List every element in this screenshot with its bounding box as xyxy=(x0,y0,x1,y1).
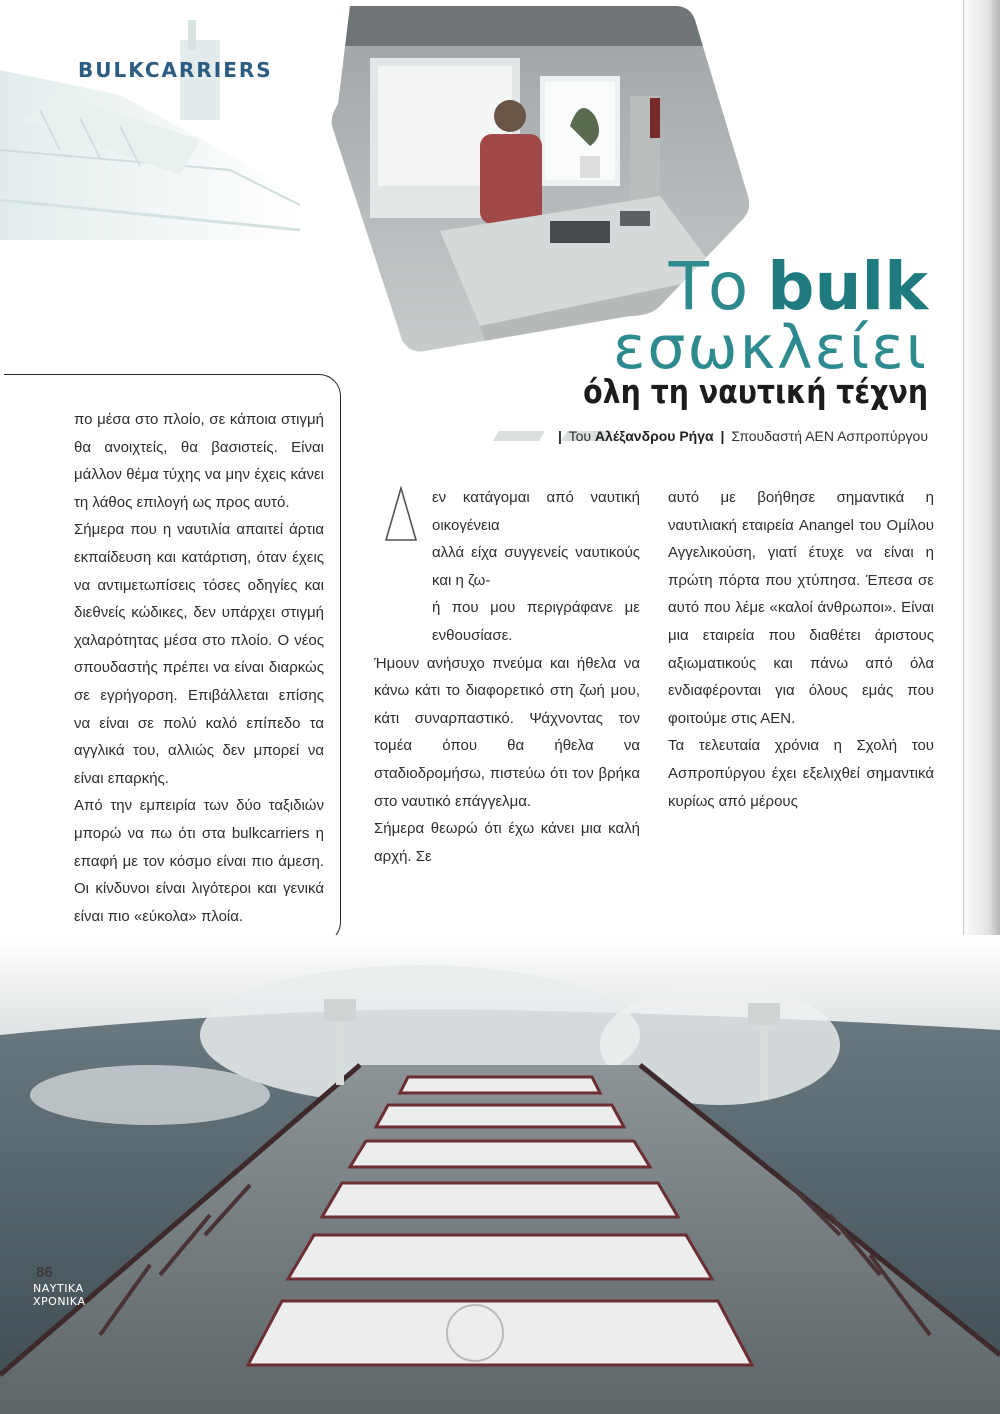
section-label: BULKCARRIERS xyxy=(78,58,273,82)
byline-author: Αλέξανδρου Ρήγα xyxy=(594,428,714,444)
sidebar-paragraph-1: πο μέσα στο πλοίο, σε κάποια στιγμή θα ανοιχτείς, θα βασιστείς. Είναι μάλλον θέμα τύχης να μην έχεις κάνει τη λάθος επιλογή ως προς αυτό. xyxy=(74,411,324,511)
column-2-paragraph-2: Τα τελευταία χρόνια η Σχολή του Ασπροπύργου έχει εξελιχθεί σημαντικά κυρίως από μέρους xyxy=(668,737,934,810)
subtitle: όλη τη ναυτική τέχνη xyxy=(583,372,928,411)
title-line-1 xyxy=(668,248,928,325)
article-column-2 xyxy=(668,484,934,815)
sidebar-paragraph-3: Από την εμπειρία των δύο ταξιδιών μπορώ να πω ότι στα bulkcarriers η επαφή με τον κόσμο είναι πιο άμεση. Οι κίνδυνοι είναι λιγότεροι και γενικά είναι πιο «εύκολα» πλοία. xyxy=(74,797,324,925)
column-1-paragraph-1: Ήμουν ανήσυχο πνεύμα και ήθελα να κάνω κάτι το διαφορετικό στη ζωή μου, κάτι συναρπαστικό. Ψάχνοντας τον τομέα όπου θα ήθελα να σταδιοδρομήσω, πιστεύω ότι τον βρήκα στο ναυτικό επάγγελμα. xyxy=(374,654,640,810)
sidebar-paragraph-2: Σήμερα που η ναυτιλία απαιτεί άρτια εκπαίδευση και κατάρτιση, όταν έχεις να αντιμετωπίσεις τόσες οδηγίες και διεθνείς κώδικες, δεν υπάρχει στιγμή χαλαρότητας μέσα στο πλοίο. Ο νέος σπουδαστής πρέπει να είναι διαρκώς σε εγρήγορση. Επιβάλλεται επίσης να είναι σε πολύ καλό επίπεδο τα αγγλικά του, αλλιώς δεν μπορεί να είναι επαρκής. xyxy=(74,521,324,787)
bulk-carrier-deck-photo xyxy=(0,935,1000,1414)
column-2-paragraph-1: αυτό με βοήθησε σημαντικά η ναυτιλιακή εταιρεία Anangel του Ομίλου Αγγελικούση, γιατί έτυχε να είναι η πρώτη πόρτα που χτύπησα. Έπεσα σε αυτό που λέμε «καλοί άνθρωποι». Είναι μια εταιρεία που διαθέτει άριστους αξιωματικούς και πάνω από όλα ενδιαφέρονται για όλους εμάς που φοιτούμε στις ΑΕΝ. xyxy=(668,489,934,727)
column-1-line-3: ή που μου περιγράφανε με ενθουσίασε. xyxy=(432,599,640,644)
dropcap-delta-icon xyxy=(384,486,418,542)
column-1-line-2: αλλά είχα συγγενείς ναυτικούς και η ζω- xyxy=(432,544,640,589)
title-line-2: εσωκλείει xyxy=(612,313,928,383)
magazine-name xyxy=(33,1282,86,1308)
column-1-line-1: εν κατάγομαι από ναυτική οικογένεια xyxy=(432,489,640,534)
byline-prefix: Του xyxy=(568,428,595,444)
byline: | Του Αλέξανδρου Ρήγα | Σπουδαστή ΑΕΝ Ασπροπύργου xyxy=(558,428,928,444)
magazine-name-line-2: ΧΡΟΝΙΚΑ xyxy=(33,1295,86,1308)
column-1-paragraph-2: Σήμερα θεωρώ ότι έχω κάνει μια καλή αρχή. Σε xyxy=(374,820,640,865)
article-column-1 xyxy=(374,484,640,870)
dropcap-block xyxy=(374,484,640,650)
magazine-name-line-1: ΝΑΥΤΙΚΑ xyxy=(33,1282,84,1295)
title-prefix: Το xyxy=(668,248,768,325)
page-number: 86 xyxy=(36,1264,53,1281)
ghost-ship-illustration xyxy=(0,0,360,260)
byline-role: Σπουδαστή ΑΕΝ Ασπροπύργου xyxy=(731,428,928,444)
title-bold-word: bulk xyxy=(767,248,928,325)
